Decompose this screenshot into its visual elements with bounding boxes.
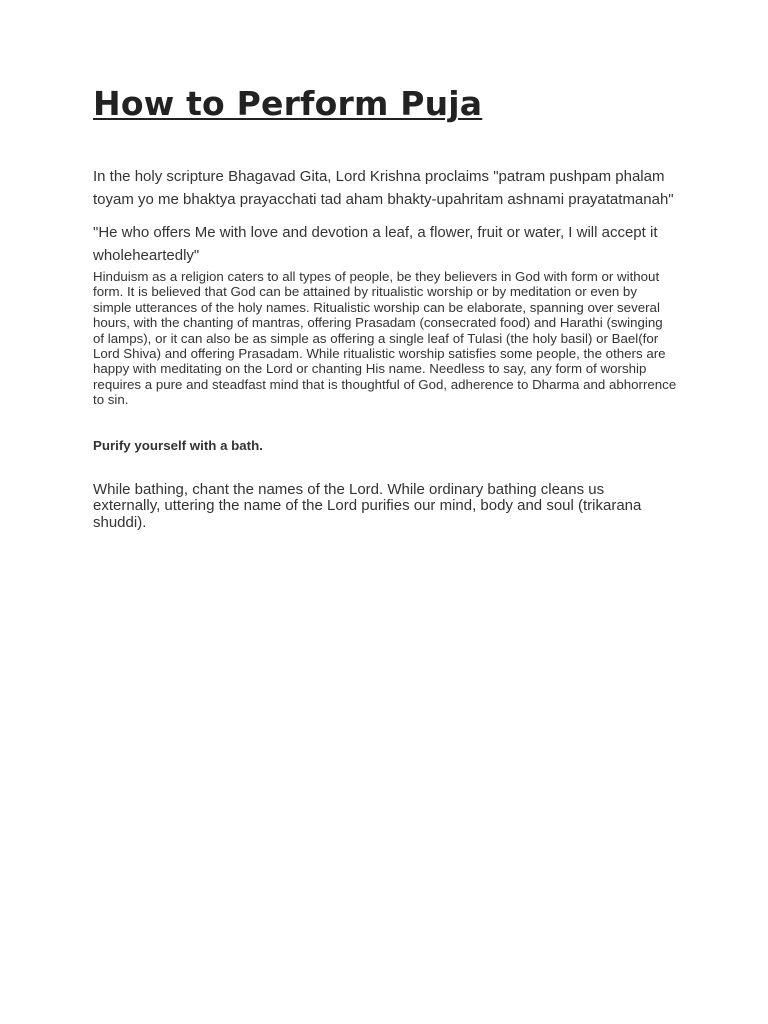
document-page [93, 84, 675, 532]
page-title: How to Perform Puja [93, 84, 483, 123]
step-heading: Purify yourself with a bath. [93, 437, 263, 453]
hinduism-paragraph: Hinduism as a religion caters to all types of people, be they believers in God with form or without form. It is believed that God can be attained by ritualistic worship or by meditation or even by simple utterances of the holy names. Ritualistic worship can be elaborate, spanning over several hours, with the chanting of mantras, offering Prasadam (consecrated food) and Harathi (swinging of lamps), or it can also be as simple as offering a single leaf of Tulasi (the holy basil) or Bael(for Lord Shiva) and offering Prasadam. While ritualistic worship satisfies some people, the others are happy with meditating on the Lord or chanting His name. Needless to say, any form of worship requires a pure and steadfast mind that is thoughtful of God, adherence to Dharma and abhorrence to sin. [93, 269, 677, 408]
translation-paragraph: "He who offers Me with love and devotion a leaf, a flower, fruit or water, I will accept it wholeheartedly" [93, 224, 658, 264]
sanskrit-verse-paragraph: In the holy scripture Bhagavad Gita, Lord Krishna proclaims "patram pushpam phalam toyam yo me bhaktya prayacchati tad aham bhakty-upahritam ashnami prayatatmanah" [93, 168, 674, 208]
step-description: While bathing, chant the names of the Lord. While ordinary bathing cleans us externally, uttering the name of the Lord purifies our mind, body and soul (trikarana shuddi). [93, 480, 642, 532]
